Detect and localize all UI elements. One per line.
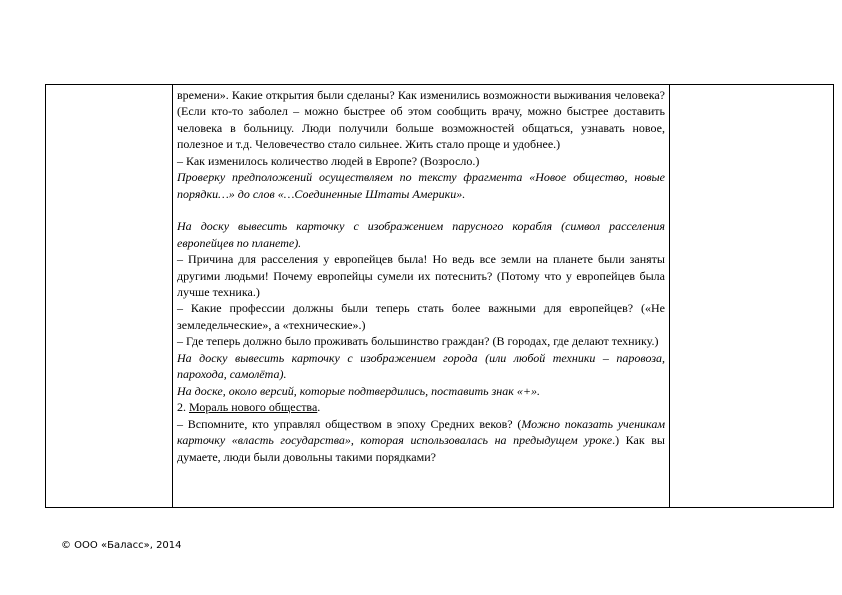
population-question: – Как изменилось количество людей в Европе? (Возросло.) (177, 153, 480, 168)
spacer (177, 202, 665, 218)
plus-sign-instruction: На доске, около версий, которые подтвердились, поставить знак «+». (177, 383, 540, 398)
stage-column-cell (46, 85, 173, 508)
section-heading (177, 399, 665, 415)
lesson-text (173, 85, 669, 465)
discussion-paragraph: времени». Какие открытия были сделаны? Как изменились возможности выживания человека? (Если кто-то заболел – можно быстрее об этом сообщить врачу, можно быстрее доставить человека в больницу. Люди получили больше возможностей общаться, узнавать новое, полезное и т.д. Человечество стало сильнее. Жить стало проще и удобнее.) (177, 88, 665, 152)
residence-question: – Где теперь должно было проживать большинство граждан? (В городах, где делают технику.) (177, 334, 659, 349)
activity-column-cell (173, 85, 670, 508)
question-end: .) Как вы думаете, люди были довольны такими порядками? (177, 433, 665, 464)
table-row (46, 85, 834, 508)
question-start: – Вспомните, кто управлял обществом в эпоху Средних веков? ( (177, 416, 522, 431)
section-title: Мораль нового общества (189, 400, 318, 415)
copyright-footer: © ООО «Баласс», 2014 (61, 540, 182, 551)
verification-instruction: Проверку предположений осуществляем по тексту фрагмента «Новое общество, новые порядки…» до слов «…Соединенные Штаты Америки». (177, 170, 665, 201)
professions-question: – Какие профессии должны были теперь стать более важными для европейцев? («Не земледельческие», а «технические».) (177, 301, 665, 332)
card-suggestion: Можно показать ученикам карточку «власть государства», которая использовалась на предыдущем уроке (177, 416, 666, 448)
section-number: 2. (177, 400, 189, 415)
section-period: . (317, 400, 321, 415)
city-card-instruction: На доску вывесить карточку с изображением города (или любой техники – паровоза, парохода, самолёта). (177, 350, 665, 382)
ship-card-instruction: На доску вывесить карточку с изображением парусного корабля (символ расселения европейцев по планете). (177, 219, 665, 250)
settlement-question: – Причина для расселения у европейцев была! Но ведь все земли на планете были заняты другими людьми! Почему европейцы сумели их потеснить? (Потому что у европейцев была лучше техника.) (177, 252, 665, 299)
lesson-table (45, 84, 834, 508)
notes-column-cell (670, 85, 834, 508)
middle-ages-question (177, 416, 665, 465)
